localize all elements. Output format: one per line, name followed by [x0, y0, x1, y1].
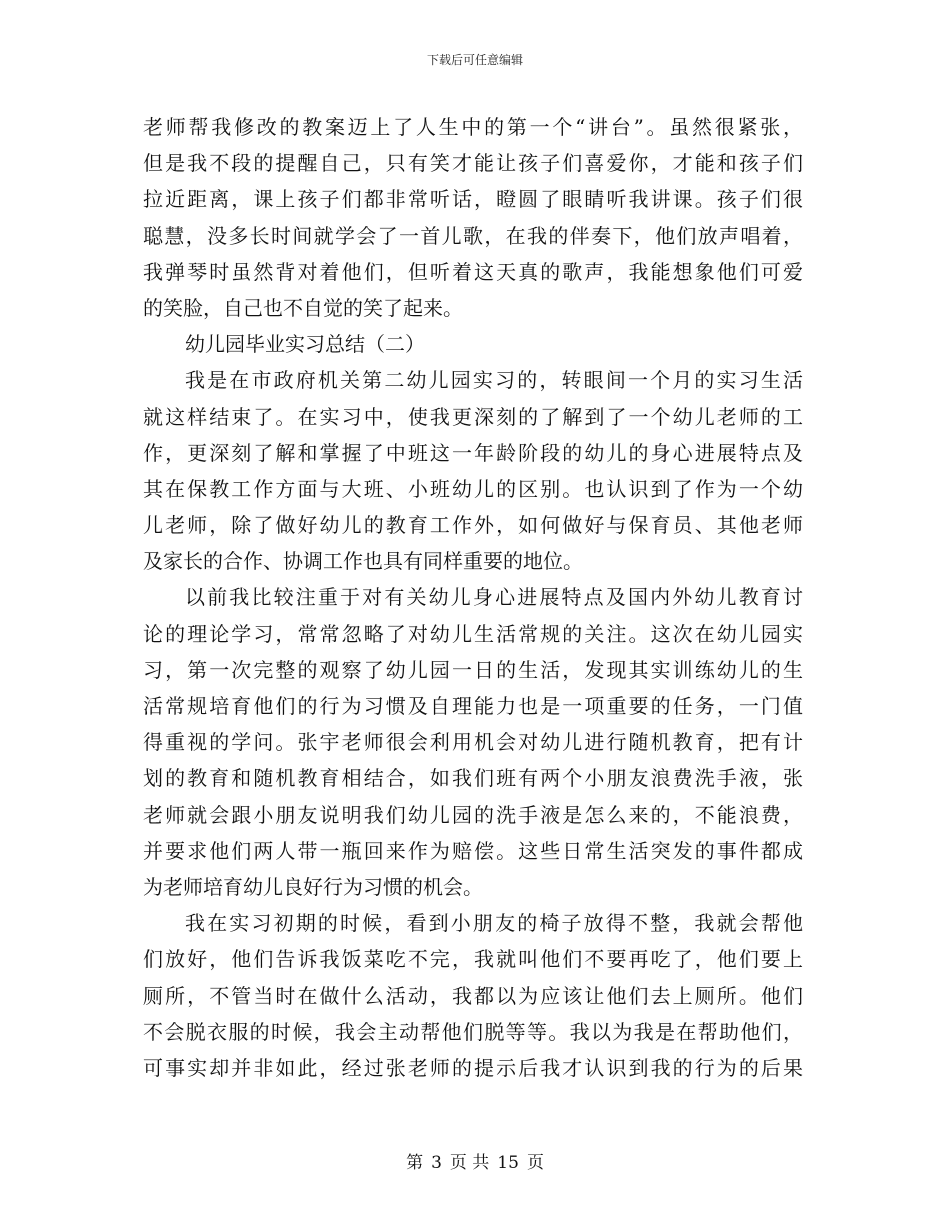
footer-prefix: 第 [406, 1153, 424, 1173]
body-line: 得重视的学问。张宇老师很会利用机会对幼儿进行随机教育，把有计 [143, 730, 803, 755]
body-line: 拉近距离，课上孩子们都非常听话，瞪圆了眼睛听我讲课。孩子们很 [143, 187, 803, 212]
body-line: 并要求他们两人带一瓶回来作为赔偿。这些日常生活突发的事件都成 [143, 838, 803, 863]
body-line: 但是我不段的提醒自己，只有笑才能让孩子们喜爱你，才能和孩子们 [143, 151, 803, 176]
body-line: 老师就会跟小朋友说明我们幼儿园的洗手液是怎么来的，不能浪费， [143, 802, 803, 827]
body-line: 以前我比较注重于对有关幼儿身心进展特点及国内外幼儿教育讨 [185, 585, 803, 610]
body-line: 我在实习初期的时候，看到小朋友的椅子放得不整，我就会帮他 [185, 911, 803, 936]
body-line: 作，更深刻了解和掌握了中班这一年龄阶段的幼儿的身心进展特点及 [143, 440, 803, 465]
body-line: 论的理论学习，常常忽略了对幼儿生活常规的关注。这次在幼儿园实 [143, 621, 803, 646]
body-line: 就这样结束了。在实习中，使我更深刻的了解到了一个幼儿老师的工 [143, 404, 803, 429]
footer-total-pages: 15 [497, 1153, 519, 1173]
body-line: 儿老师，除了做好幼儿的教育工作外，如何做好与保育员、其他老师 [143, 513, 803, 538]
body-line: 老师帮我修改的教案迈上了人生中的第一个“讲台”。虽然很紧张， [143, 115, 803, 139]
body-line: 不会脱衣服的时候，我会主动帮他们脱等等。我以为我是在帮助他们， [143, 1019, 803, 1044]
footer-page-number: 3 [431, 1153, 442, 1173]
body-line: 我是在市政府机关第二幼儿园实习的，转眼间一个月的实习生活 [185, 368, 803, 393]
body-line: 活常规培育他们的行为习惯及自理能力也是一项重要的任务，一门值 [143, 694, 803, 718]
footer-middle: 页 共 [449, 1153, 490, 1173]
body-line: 聪慧，没多长时间就学会了一首儿歌，在我的伴奏下，他们放声唱着， [143, 223, 803, 248]
body-line: 可事实却并非如此，经过张老师的提示后我才认识到我的行为的后果 [143, 1055, 803, 1080]
section-heading: 幼儿园毕业实习总结（二） [185, 332, 425, 357]
body-line: 的笑脸，自己也不自觉的笑了起来。 [143, 295, 463, 320]
page-footer [0, 1151, 950, 1175]
body-line: 们放好，他们告诉我饭菜吃不完，我就叫他们不要再吃了，他们要上 [143, 947, 803, 972]
body-line: 习，第一次完整的观察了幼儿园一日的生活，发现其实训练幼儿的生 [143, 657, 803, 682]
header-text: 下载后可任意编辑 [426, 53, 523, 67]
page-header [0, 52, 950, 68]
document-body [143, 109, 803, 1086]
body-line: 其在保教工作方面与大班、小班幼儿的区别。也认识到了作为一个幼 [143, 476, 803, 501]
body-line: 为老师培育幼儿良好行为习惯的机会。 [143, 874, 483, 899]
body-line: 及家长的合作、协调工作也具有同样重要的地位。 [143, 549, 583, 574]
body-line: 我弹琴时虽然背对着他们，但听着这天真的歌声，我能想象他们可爱 [143, 259, 803, 284]
footer-suffix: 页 [526, 1153, 544, 1173]
body-line: 划的教育和随机教育相结合，如我们班有两个小朋友浪费洗手液，张 [143, 766, 803, 791]
body-line: 厕所，不管当时在做什么活动，我都以为应该让他们去上厕所。他们 [143, 983, 803, 1008]
